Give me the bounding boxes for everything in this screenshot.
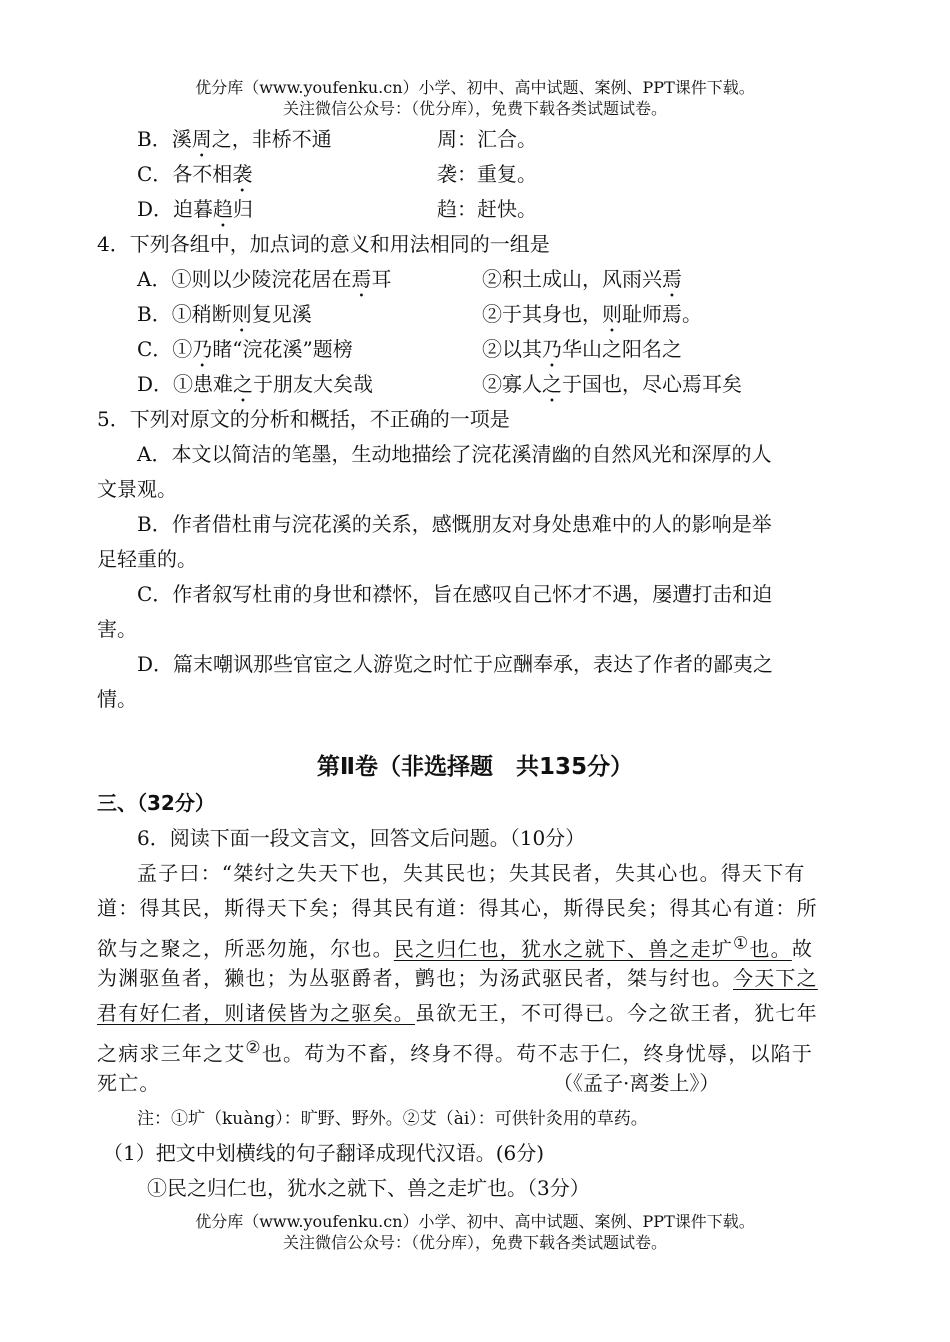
q4-stem: 4．下列各组中，加点词的意义和用法相同的一组是: [97, 232, 550, 256]
q5-option-c: C．作者叙写杜甫的身世和襟怀，旨在感叹自己怀才不遇，屡遭打击和迫: [137, 582, 773, 606]
q4-option-b-left: B．①稍断则复见溪: [137, 302, 312, 326]
q3-option-d: D．迫暮趋归: [137, 197, 254, 221]
dotted-word: 周: [191, 127, 212, 151]
dotted-word: 焉: [662, 267, 682, 291]
q5-option-a-cont: 文景观。: [97, 477, 177, 501]
header-line-1: 优分库（www.youfenku.cn）小学、初中、高中试题、案例、PPT课件下载。: [195, 78, 755, 97]
dotted-word: 乃: [192, 337, 213, 361]
dotted-word: 趋: [213, 197, 234, 221]
passage-line-2: 道：得其民，斯得天下矣；得其民有道：得其心，斯得民矣；得其心有道：所: [97, 896, 818, 920]
q3-option-b: B．溪周之，非桥不通: [137, 127, 332, 151]
q4-option-a-right: ②积土成山，风雨兴焉: [482, 267, 682, 291]
dotted-word: 焉: [351, 267, 372, 291]
q5-option-c-cont: 害。: [97, 617, 137, 641]
underlined-sentence: 君有好仁者，则诸侯皆为之驱矣。: [97, 1001, 415, 1025]
q4-option-d-right: ②寡人之于国也，尽心焉耳矣: [482, 372, 742, 396]
dotted-word: 则: [602, 302, 622, 326]
q3-gloss-c: 袭：重复。: [437, 162, 537, 186]
q4-option-d-left: D．①患难之于朋友大矣哉: [137, 372, 374, 396]
q3-gloss-d: 趋：赶快。: [437, 197, 537, 221]
passage-source: （《孟子·离娄上》）: [553, 1071, 720, 1095]
q4-option-c-left: C．①乃睹“浣花溪”题榜: [137, 337, 353, 361]
page-header: [0, 77, 950, 119]
dotted-word: 之: [542, 372, 562, 396]
footer-line-2: 关注微信公众号：（优分库），免费下载各类试题试卷。: [282, 1233, 667, 1252]
page-footer: [0, 1211, 950, 1253]
part-three-heading: 三、（32分）: [97, 791, 215, 815]
q4-option-b-right: ②于其身也，则耻师焉。: [482, 302, 702, 326]
passage-line-1: 孟子曰：“桀纣之失天下也，失其民也；失其民者，失其心也。得天下有: [137, 861, 806, 885]
q5-option-d-cont: 情。: [97, 687, 137, 711]
q6-sub1: （1）把文中划横线的句子翻译成现代汉语。(6分): [103, 1141, 545, 1165]
q5-option-d: D．篇末嘲讽那些官宦之人游览之时忙于应酬奉承，表达了作者的鄙夷之: [137, 652, 774, 676]
footer-line-1: 优分库（www.youfenku.cn）小学、初中、高中试题、案例、PPT课件下载。: [195, 1212, 755, 1231]
passage-line-6: 之病求三年之艾②也。苟为不畜，终身不得。苟不志于仁，终身忧辱，以陷于: [97, 1038, 814, 1066]
q3-option-c: C．各不相袭: [137, 162, 253, 186]
q5-option-b: B．作者借杜甫与浣花溪的关系，感慨朋友对身处患难中的人的影响是举: [137, 512, 772, 536]
annotation-note: 注：①圹（kuàng）：旷野、野外。②艾（ài）：可供针灸用的草药。: [137, 1109, 648, 1129]
footnote-mark: ①: [733, 933, 750, 953]
dotted-word: 则: [231, 302, 252, 326]
q5-stem: 5．下列对原文的分析和概括，不正确的一项是: [97, 407, 510, 431]
dotted-word: 袭: [232, 162, 253, 186]
q4-option-a-left: A．①则以少陵浣花居在焉耳: [137, 267, 392, 291]
passage-line-5: 君有好仁者，则诸侯皆为之驱矣。虽欲无王，不可得已。今之欲王者，犹七年: [97, 1001, 818, 1025]
header-line-2: 关注微信公众号：（优分库），免费下载各类试题试卷。: [282, 99, 667, 118]
q5-option-b-cont: 足轻重的。: [97, 547, 197, 571]
q6-stem: 6．阅读下面一段文言文，回答文后问题。（10分）: [137, 826, 586, 850]
q6-sub1-1: ①民之归仁也，犹水之就下、兽之走圹也。（3分）: [147, 1176, 590, 1200]
dotted-word: 乃: [542, 337, 562, 361]
passage-line-7: 死亡。: [97, 1071, 161, 1095]
q3-gloss-b: 周：汇合。: [437, 127, 537, 151]
underlined-sentence: 民之归仁也，犹水之就下、兽之走圹①也。: [393, 933, 792, 961]
dotted-word: 之: [233, 372, 254, 396]
section-title: 第Ⅱ卷（非选择题 共135分）: [316, 754, 634, 780]
passage-line-3: 欲与之聚之，所恶勿施，尔也。民之归仁也，犹水之就下、兽之走圹①也。故: [97, 933, 814, 961]
underlined-sentence: 今天下之: [733, 966, 818, 990]
footnote-mark: ②: [245, 1038, 262, 1058]
q4-option-c-right: ②以其乃华山之阳名之: [482, 337, 682, 361]
passage-line-4: 为渊驱鱼者，獭也；为丛驱爵者，鹯也；为汤武驱民者，桀与纣也。今天下之: [97, 966, 818, 990]
q5-option-a: A．本文以简洁的笔墨，生动地描绘了浣花溪清幽的自然风光和深厚的人: [137, 442, 772, 466]
